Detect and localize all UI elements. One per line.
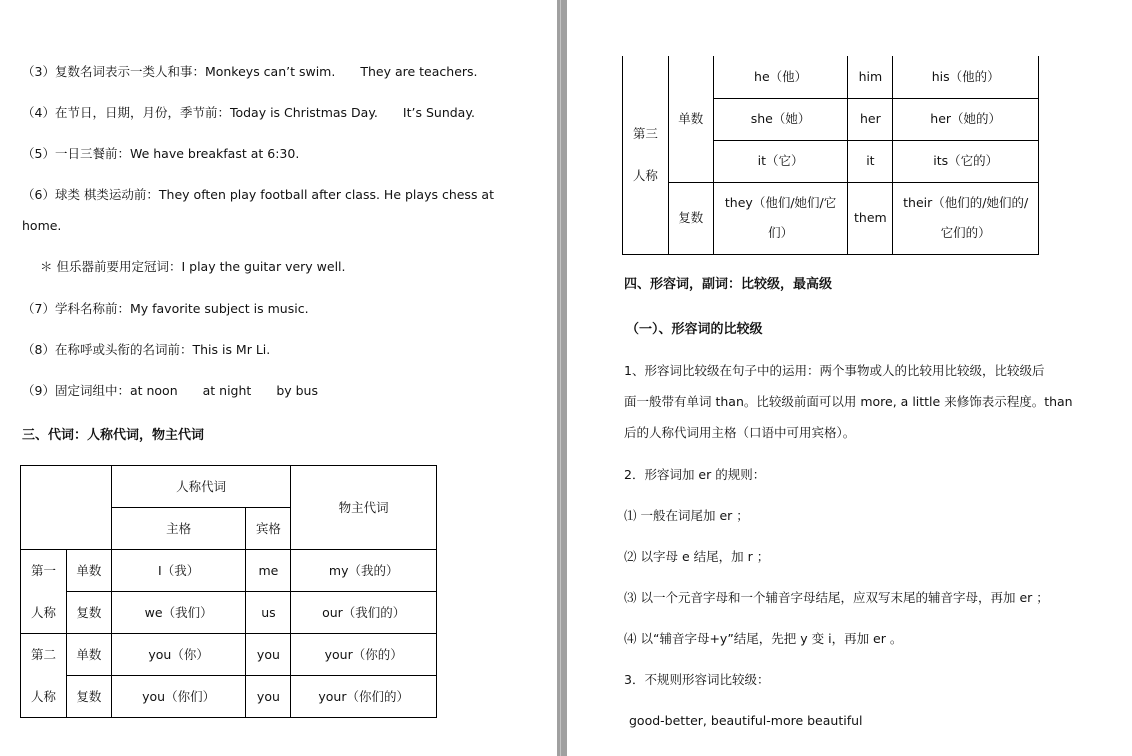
comparative-usage-line1: 1、形容词比较级在句子中的运用：两个事物或人的比较用比较级，比较级后 (624, 363, 1045, 378)
er-rule-1: ⑴ 一般在词尾加 er ； (624, 508, 749, 523)
possessive-cell: your（你们的） (291, 676, 437, 718)
sports-rule-continued: home. (22, 218, 62, 233)
subject-cell: it（它） (713, 140, 848, 182)
first-person-label-line1: 第一 (30, 562, 56, 578)
gutter-edge (560, 0, 561, 756)
plural-label: 复数 (66, 676, 111, 718)
possessive-cell: its（它的） (893, 140, 1039, 182)
object-cell: me (246, 550, 291, 592)
third-person-table (622, 56, 1039, 255)
third-person-label-line2: 人称 (632, 167, 658, 183)
adjective-section-heading: 四、形容词，副词：比较级，最高级 (624, 277, 833, 292)
subject-rule: （7）学科名称前：My favorite subject is music. (22, 301, 309, 316)
third-person-label (623, 56, 669, 254)
subject-cell: you（你们） (111, 676, 246, 718)
comparative-usage-line3: 后的人称代词用主格（口语中可用宾格）。 (624, 425, 856, 440)
object-cell: them (848, 182, 893, 254)
er-rules-heading: 2．形容词加 er 的规则： (624, 467, 766, 482)
first-person-label (21, 550, 67, 634)
object-cell: him (848, 56, 893, 98)
plural-subject-line2: 们） (768, 225, 794, 240)
second-person-label (21, 634, 67, 718)
second-person-label-line1: 第二 (30, 646, 56, 662)
possessive-cell: your（你的） (291, 634, 437, 676)
subject-cell: he（他） (713, 56, 848, 98)
possessive-pronoun-header: 物主代词 (291, 466, 437, 550)
comparative-usage-line2: 面一般带有单词 than。比较级前面可以用 more, a little 来修饰表示程度。than (624, 394, 1073, 409)
possessive-cell: our（我们的） (291, 592, 437, 634)
possessive-cell (893, 182, 1039, 254)
plural-possessive-line1: their（他们的/她们的/ (903, 195, 1029, 210)
pronoun-table (20, 465, 437, 718)
possessive-cell: her（她的） (893, 98, 1039, 140)
plural-noun-rule: （3）复数名词表示一类人和事：Monkeys can’t swim. They are teachers. (22, 64, 478, 79)
comparative-subsection-heading: （一）、形容词的比较级 (626, 322, 763, 337)
meals-rule: （5）一日三餐前：We have breakfast at 6:30. (22, 146, 300, 161)
subject-cell: we（我们） (111, 592, 246, 634)
page-gutter (557, 0, 567, 756)
plural-possessive-line2: 它们的） (940, 225, 991, 240)
possessive-cell: my（我的） (291, 550, 437, 592)
subject-cell: you（你） (111, 634, 246, 676)
plural-label: 复数 (66, 592, 111, 634)
subject-cell (713, 182, 848, 254)
pronoun-section-heading: 三、代词：人称代词，物主代词 (22, 428, 205, 443)
object-cell: her (848, 98, 893, 140)
subject-case-header: 主格 (111, 508, 246, 550)
personal-pronoun-header: 人称代词 (111, 466, 291, 508)
first-person-label-line2: 人称 (30, 604, 56, 620)
right-page (567, 0, 1132, 756)
object-cell: you (246, 676, 291, 718)
irregular-examples: good-better, beautiful-more beautiful (629, 713, 863, 728)
title-rule: （8）在称呼或头衔的名词前：This is Mr Li. (22, 342, 271, 357)
singular-label: 单数 (66, 634, 111, 676)
irregular-heading: 3．不规则形容词比较级： (624, 672, 770, 687)
corner-cell (21, 466, 112, 550)
plural-subject-line1: they（他们/她们/它 (724, 195, 837, 210)
fixed-phrase-rule: （9）固定词组中：at noon at night by bus (22, 383, 318, 398)
third-person-label-line1: 第三 (632, 125, 658, 141)
instrument-note: ＊ 但乐器前要用定冠词：I play the guitar very well. (40, 259, 346, 274)
possessive-cell: his（他的） (893, 56, 1039, 98)
singular-label: 单数 (668, 56, 713, 182)
left-page (0, 0, 557, 756)
er-rule-3: ⑶ 以一个元音字母和一个辅音字母结尾，应双写末尾的辅音字母，再加 er ； (624, 590, 1049, 605)
subject-cell: she（她） (713, 98, 848, 140)
object-case-header: 宾格 (246, 508, 291, 550)
second-person-label-line2: 人称 (30, 688, 56, 704)
object-cell: you (246, 634, 291, 676)
er-rule-2: ⑵ 以字母 e 结尾，加 r ； (624, 549, 770, 564)
object-cell: us (246, 592, 291, 634)
sports-rule: （6）球类 棋类运动前：They often play football after class. He plays chess at (22, 187, 494, 202)
festival-date-rule: （4）在节日，日期，月份，季节前：Today is Christmas Day. It’s Sunday. (22, 105, 475, 120)
er-rule-4: ⑷ 以“辅音字母+y”结尾，先把 y 变 i，再加 er 。 (624, 631, 903, 646)
singular-label: 单数 (66, 550, 111, 592)
subject-cell: I（我） (111, 550, 246, 592)
object-cell: it (848, 140, 893, 182)
plural-label: 复数 (668, 182, 713, 254)
